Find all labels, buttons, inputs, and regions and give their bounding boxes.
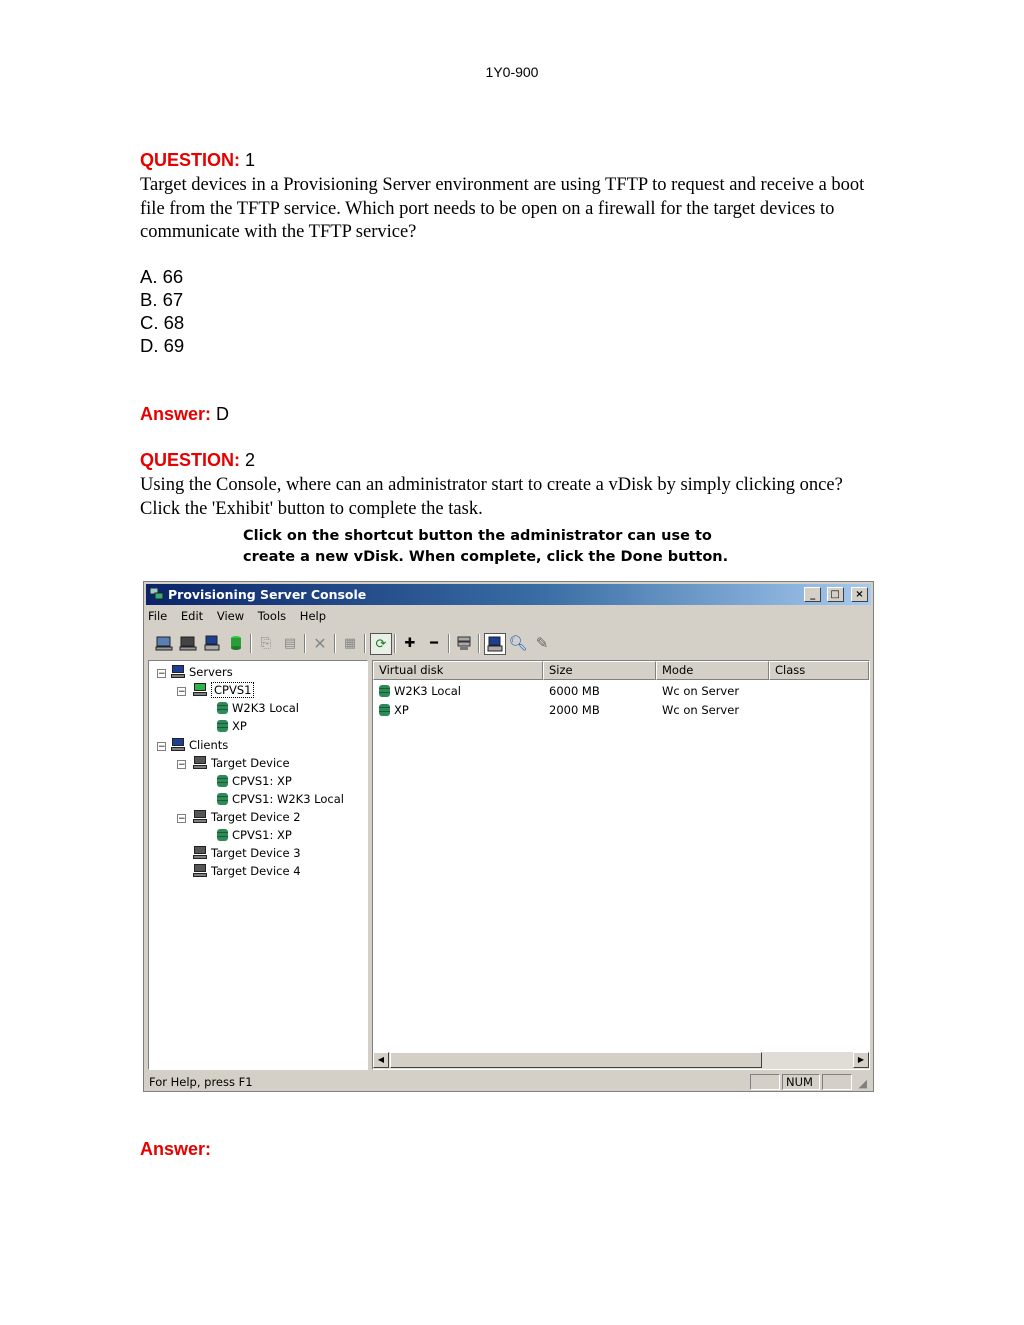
tree-label: CPVS1: XP [232, 774, 292, 788]
tree-node-target-device[interactable] [193, 864, 301, 879]
server-icon [193, 683, 207, 696]
tree-label: Target Device 3 [211, 846, 301, 860]
tree-node-server-cpvs1[interactable] [193, 683, 254, 698]
vdisk-icon [217, 720, 228, 732]
computer-icon [193, 864, 207, 877]
maximize-button[interactable]: □ [827, 587, 844, 602]
server-stack-icon [456, 635, 472, 651]
tree-node-vdisk[interactable] [217, 792, 344, 807]
minus-icon: ━ [430, 635, 438, 651]
vdisk-icon [379, 704, 390, 716]
tree-node-vdisk[interactable] [217, 719, 247, 734]
clients-icon [171, 738, 185, 751]
copy-button[interactable] [256, 633, 276, 653]
computer-icon [193, 756, 207, 769]
option-c: C. 68 [140, 312, 185, 333]
tree-node-vdisk[interactable] [217, 701, 299, 716]
arrow-left-icon: ◀ [377, 1055, 385, 1064]
resize-grip-icon[interactable]: ◢ [858, 1077, 867, 1090]
refresh-button[interactable] [370, 633, 392, 655]
column-header-mode[interactable]: Mode [656, 661, 769, 680]
delete-button[interactable] [310, 633, 330, 653]
size-cell: 2000 MB [549, 703, 600, 717]
computer-icon [193, 846, 207, 859]
plus-icon: ✚ [404, 635, 416, 651]
question-number: 2 [245, 450, 256, 470]
answer-label: Answer: [140, 404, 212, 424]
vdisk-icon [229, 635, 243, 651]
toolbar [148, 631, 869, 657]
column-header-size[interactable]: Size [543, 661, 656, 680]
column-header-class[interactable]: Class [769, 661, 869, 680]
tree-label: CPVS1: XP [232, 828, 292, 842]
tree-label: Clients [189, 738, 229, 752]
properties-button[interactable] [340, 633, 360, 653]
copy-icon: ⎘ [260, 635, 272, 651]
computer-icon [193, 810, 207, 823]
delete-icon: ✕ [313, 633, 327, 653]
find-button[interactable] [508, 633, 528, 653]
status-help-text: For Help, press F1 [149, 1075, 253, 1089]
minimize-button[interactable]: _ [804, 587, 821, 602]
computer-icon [487, 636, 503, 652]
answer-value: D [216, 404, 230, 424]
question-label: QUESTION: [140, 450, 241, 470]
arrow-right-icon: ▶ [857, 1055, 865, 1064]
window-title: Provisioning Server Console [168, 587, 367, 602]
question-1-answer [140, 404, 229, 425]
tree-node-target-device[interactable] [193, 846, 301, 861]
tree-label: Target Device [211, 756, 290, 770]
status-panel-empty [822, 1074, 852, 1090]
question-1-text: Target devices in a Provisioning Server environment are using TFTP to request and receive a boot file from the TFTP service. Which port needs to be open on a firewall for the target devices to communicate with the TFTP service? [140, 175, 865, 242]
menu-help[interactable]: Help [299, 609, 327, 623]
menu-bar [148, 609, 336, 627]
tree-node-target-device[interactable] [193, 756, 290, 771]
tree-label: W2K3 Local [232, 701, 300, 715]
option-a: A. 66 [140, 266, 184, 287]
tree-node-vdisk[interactable] [217, 774, 292, 789]
tree-label: CPVS1: W2K3 Local [232, 792, 344, 806]
exhibit-instruction [243, 526, 728, 568]
wrench-icon: ✎ [535, 634, 549, 652]
server-icon [155, 635, 173, 651]
server-properties-button[interactable] [178, 633, 198, 653]
remove-button[interactable] [424, 633, 444, 653]
menu-edit[interactable]: Edit [180, 609, 204, 623]
properties-icon: ▦ [343, 635, 357, 651]
collapse-toggle[interactable]: − [178, 760, 186, 770]
tree-label: CPVS1 [211, 682, 254, 698]
server-list-button[interactable] [454, 633, 474, 653]
device-view-button[interactable] [484, 633, 506, 655]
status-panel-empty [750, 1074, 780, 1090]
menu-tools[interactable]: Tools [257, 609, 287, 623]
question-2-text: Using the Console, where can an administrator start to create a vDisk by simply clicking once? Click the 'Exhibit' button to complete the task. [140, 475, 843, 519]
column-header-virtual-disk[interactable]: Virtual disk [373, 661, 543, 680]
refresh-icon: ⟳ [375, 636, 387, 652]
vdisk-icon [217, 775, 228, 787]
question-2-answer [140, 1139, 211, 1160]
collapse-toggle[interactable]: − [178, 814, 186, 824]
scroll-left-button[interactable] [373, 1052, 389, 1068]
tree-node-vdisk[interactable] [217, 828, 292, 843]
computer-icon [203, 635, 221, 651]
console-window [143, 581, 874, 1092]
horizontal-scrollbar[interactable] [373, 1052, 869, 1069]
window-titlebar[interactable] [146, 584, 871, 605]
mode-cell: Wc on Server [662, 703, 740, 717]
vdisk-icon [217, 793, 228, 805]
size-cell: 6000 MB [549, 684, 600, 698]
tree-label: Servers [189, 665, 233, 679]
scroll-thumb[interactable] [390, 1052, 762, 1068]
question-label: QUESTION: [140, 150, 241, 170]
new-server-button[interactable] [154, 633, 174, 653]
tree-pane [148, 660, 368, 1070]
collapse-toggle[interactable]: − [158, 669, 166, 679]
servers-icon [171, 665, 185, 678]
tree-node-servers[interactable] [171, 665, 233, 680]
question-number: 1 [245, 150, 256, 170]
instruction-line-1: Click on the shortcut button the administrator can use to [243, 528, 712, 544]
tree-node-clients[interactable] [171, 738, 228, 753]
console-app-icon [149, 587, 164, 601]
option-d: D. 69 [140, 335, 185, 356]
new-device-button[interactable] [202, 633, 222, 653]
vdisk-icon [379, 685, 390, 697]
tree-node-target-device[interactable] [193, 810, 301, 825]
tree-label: Target Device 2 [211, 810, 301, 824]
cell-text: W2K3 Local [394, 684, 462, 698]
status-bar [148, 1074, 869, 1091]
question-2-heading [140, 450, 255, 471]
server-config-icon [179, 635, 197, 651]
paste-icon: ▤ [283, 635, 297, 651]
exhibit-image [143, 520, 876, 1093]
page-header: 1Y0-900 [485, 64, 539, 80]
scroll-right-button[interactable] [853, 1052, 869, 1068]
tree-label: XP [232, 719, 247, 733]
menu-file[interactable]: File [148, 609, 168, 623]
collapse-toggle[interactable]: − [158, 742, 166, 752]
cell-text: XP [394, 703, 409, 717]
question-1-heading [140, 150, 255, 171]
add-button[interactable] [400, 633, 420, 653]
vdisk-icon [217, 829, 228, 841]
paste-button[interactable] [280, 633, 300, 653]
tree-label: Target Device 4 [211, 864, 301, 878]
question-1-options [140, 265, 184, 357]
vdisk-name-cell [379, 703, 409, 718]
list-pane [372, 660, 870, 1070]
option-b: B. 67 [140, 289, 184, 310]
magnifier-icon: 🔍︎ [508, 634, 528, 652]
status-panel-num: NUM [782, 1074, 820, 1090]
answer-label: Answer: [140, 1139, 212, 1159]
vdisk-name-cell [379, 684, 461, 699]
mode-cell: Wc on Server [662, 684, 740, 698]
collapse-toggle[interactable]: − [178, 687, 186, 697]
menu-view[interactable]: View [216, 609, 245, 623]
close-button[interactable]: × [851, 587, 868, 602]
new-vdisk-button[interactable] [226, 633, 246, 653]
vdisk-icon [217, 702, 228, 714]
instruction-line-2: create a new vDisk. When complete, click the Done button. [243, 549, 729, 565]
tools-button[interactable] [532, 633, 552, 653]
